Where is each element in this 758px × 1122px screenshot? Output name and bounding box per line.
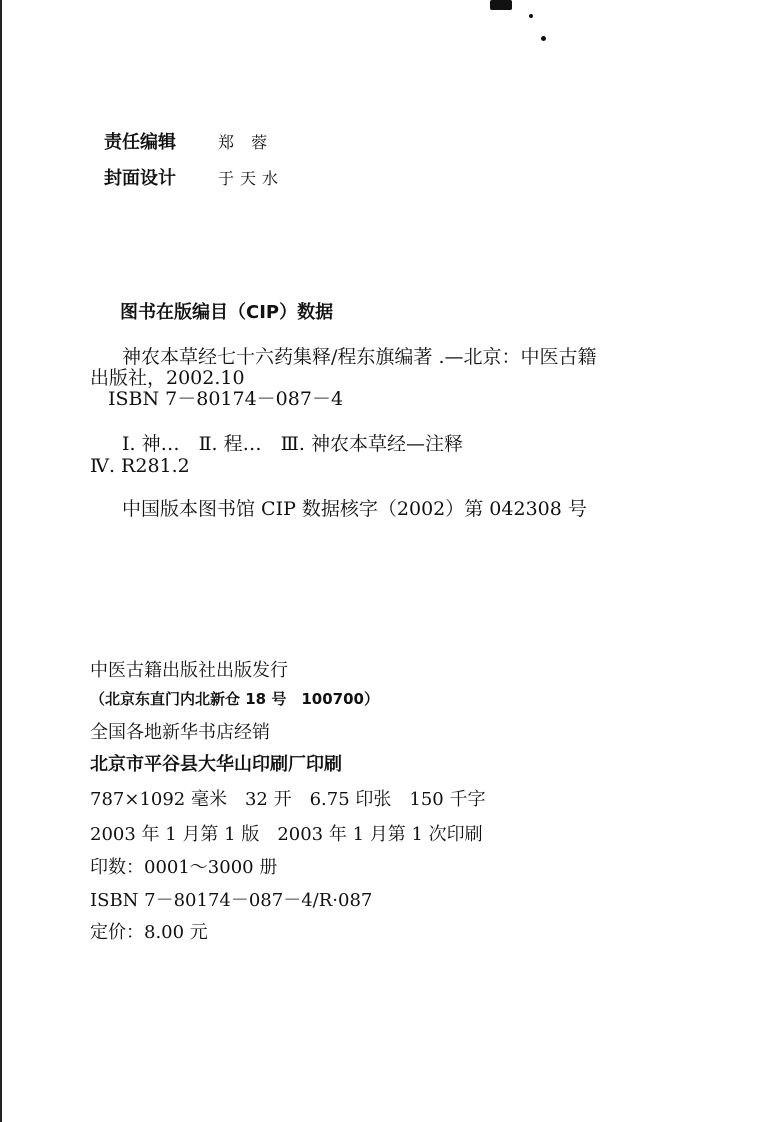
cip-isbn: ISBN 7－80174－087－4 — [108, 388, 344, 410]
isbn-line: ISBN 7－80174－087－4/R·087 — [90, 890, 373, 911]
page-edge-line — [0, 0, 2, 1122]
cip-title-line-1: 神农本草经七十六药集释/程东旗编著 .—北京：中医古籍 — [122, 346, 597, 368]
format-line: 787×1092 毫米 32 开 6.75 印张 150 千字 — [90, 789, 486, 810]
publisher-address: （北京东直门内北新仓 18 号 100700） — [90, 690, 379, 708]
cip-subjects-line-2: Ⅳ. R281.2 — [90, 455, 190, 477]
cip-subjects-line-1: Ⅰ. 神… Ⅱ. 程… Ⅲ. 神农本草经—注释 — [122, 433, 463, 455]
editor-name: 郑 蓉 — [218, 133, 274, 152]
scan-mark — [541, 36, 546, 41]
cover-role: 封面设计 — [104, 168, 176, 189]
printer-line: 北京市平谷县大华山印刷厂印刷 — [90, 754, 342, 775]
cover-designer-name: 于天水 — [218, 169, 285, 188]
editor-credit — [104, 128, 273, 154]
cip-heading: 图书在版编目（CIP）数据 — [120, 302, 334, 323]
scan-mark — [490, 0, 512, 10]
price-line: 定价：8.00 元 — [90, 922, 208, 943]
scan-mark — [529, 14, 533, 18]
edition-line: 2003 年 1 月第 1 版 2003 年 1 月第 1 次印刷 — [90, 824, 483, 845]
cip-title-line-2: 出版社，2002.10 — [90, 367, 245, 389]
cip-library-note: 中国版本图书馆 CIP 数据核字（2002）第 042308 号 — [122, 498, 587, 520]
print-run-line: 印数：0001～3000 册 — [90, 857, 278, 878]
distribution-line: 全国各地新华书店经销 — [90, 722, 270, 743]
cover-design-credit — [104, 164, 284, 190]
publisher-line: 中医古籍出版社出版发行 — [90, 660, 288, 681]
editor-role: 责任编辑 — [104, 132, 176, 153]
